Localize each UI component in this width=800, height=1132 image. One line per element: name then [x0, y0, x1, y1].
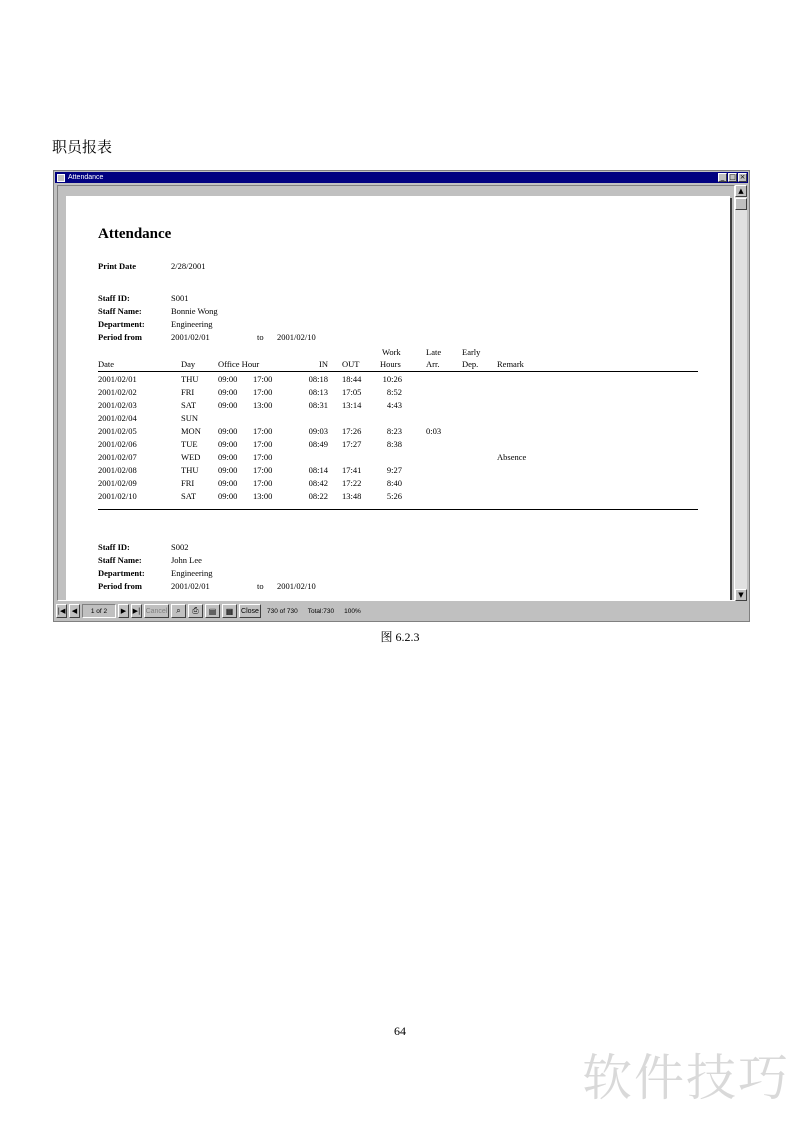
scroll-down-icon[interactable]: ▼	[735, 589, 747, 601]
cell-office-end: 13:00	[253, 491, 273, 501]
app-icon	[57, 174, 65, 182]
cell-office-end: 17:00	[253, 465, 273, 475]
cell-work-hours: 10:26	[382, 374, 402, 384]
window-title: Attendance	[68, 174, 104, 181]
col-work-hours: Hours	[380, 359, 401, 369]
cell-out: 18:44	[342, 374, 362, 384]
staff-name-value: Bonnie Wong	[171, 306, 218, 316]
cell-office-start: 09:00	[218, 387, 238, 397]
period-to-label: to	[257, 332, 264, 342]
cell-in: 08:42	[308, 478, 328, 488]
cell-office-start: 09:00	[218, 439, 238, 449]
col-work-hours: Work	[382, 347, 401, 357]
cell-date: 2001/02/02	[98, 387, 137, 397]
cell-in: 08:49	[308, 439, 328, 449]
cell-day: SAT	[181, 491, 197, 501]
toolbar	[56, 602, 747, 620]
cell-date: 2001/02/03	[98, 400, 137, 410]
export-icon[interactable]: ▤	[205, 604, 220, 618]
header-rule	[98, 371, 698, 372]
cell-date: 2001/02/01	[98, 374, 137, 384]
col-early-departure: Early	[462, 347, 481, 357]
search-icon[interactable]: ⌕	[171, 604, 186, 618]
next-page-icon[interactable]: ▶	[118, 604, 129, 618]
col-remark: Remark	[497, 359, 524, 369]
cell-office-start: 09:00	[218, 478, 238, 488]
period-from-label: Period from	[98, 581, 142, 591]
cell-office-end: 17:00	[253, 426, 273, 436]
cell-office-start: 09:00	[218, 400, 238, 410]
cell-date: 2001/02/04	[98, 413, 137, 423]
cell-in: 08:18	[308, 374, 328, 384]
staff-name-label: Staff Name:	[98, 306, 142, 316]
cell-work-hours: 8:38	[386, 439, 402, 449]
maximize-button[interactable]: □	[729, 173, 736, 181]
cell-in: 08:31	[308, 400, 328, 410]
department-label: Department:	[98, 319, 145, 329]
report-viewport	[57, 185, 735, 601]
cell-office-start: 09:00	[218, 426, 238, 436]
staff-name-label: Staff Name:	[98, 555, 142, 565]
close-button[interactable]: Close	[239, 604, 261, 618]
cell-day: SAT	[181, 400, 197, 410]
cell-date: 2001/02/08	[98, 465, 137, 475]
cell-work-hours: 9:27	[386, 465, 402, 475]
cell-date: 2001/02/06	[98, 439, 137, 449]
close-window-button[interactable]: ×	[739, 173, 746, 181]
cell-in: 08:13	[308, 387, 328, 397]
scroll-thumb[interactable]	[735, 198, 747, 210]
col-early-departure: Dep.	[462, 359, 479, 369]
col-day: Day	[181, 359, 196, 369]
page-number: 64	[394, 1024, 406, 1038]
cell-day: THU	[181, 465, 199, 475]
period-to-label: to	[257, 581, 264, 591]
staff-id-value: S002	[171, 542, 189, 552]
cell-date: 2001/02/05	[98, 426, 137, 436]
cell-office-end: 13:00	[253, 400, 273, 410]
cell-out: 17:22	[342, 478, 362, 488]
cell-late-arrival: 0:03	[426, 426, 442, 436]
cell-date: 2001/02/10	[98, 491, 137, 501]
cell-in: 09:03	[308, 426, 328, 436]
col-in: IN	[319, 359, 328, 369]
col-late-arrival: Arr.	[426, 359, 440, 369]
cell-office-start: 09:00	[218, 374, 238, 384]
first-page-icon[interactable]: |◀	[56, 604, 67, 618]
cell-out: 13:14	[342, 400, 362, 410]
print-icon[interactable]: ⎙	[188, 604, 203, 618]
cell-work-hours: 8:52	[386, 387, 402, 397]
staff-name-value: John Lee	[171, 555, 202, 565]
period-from-value: 2001/02/01	[171, 332, 210, 342]
cell-date: 2001/02/07	[98, 452, 137, 462]
group-tree-icon[interactable]: ▦	[222, 604, 237, 618]
cell-office-start: 09:00	[218, 452, 238, 462]
prev-page-icon[interactable]: ◀	[69, 604, 80, 618]
department-value: Engineering	[171, 319, 213, 329]
title-bar[interactable]	[55, 172, 748, 183]
report-viewer-window	[53, 170, 750, 622]
cell-office-end: 17:00	[253, 439, 273, 449]
cell-office-start: 09:00	[218, 465, 238, 475]
cell-day: THU	[181, 374, 199, 384]
department-value: Engineering	[171, 568, 213, 578]
record-count: 730 of 730	[267, 607, 298, 615]
staff-id-label: Staff ID:	[98, 542, 130, 552]
cell-day: FRI	[181, 387, 195, 397]
cell-work-hours: 8:40	[386, 478, 402, 488]
vertical-scrollbar[interactable]	[735, 185, 747, 601]
department-label: Department:	[98, 568, 145, 578]
cell-out: 17:05	[342, 387, 362, 397]
cell-out: 17:41	[342, 465, 362, 475]
cell-out: 13:48	[342, 491, 362, 501]
cell-work-hours: 8:23	[386, 426, 402, 436]
period-to-value: 2001/02/10	[277, 332, 316, 342]
figure-caption: 图 6.2.3	[380, 630, 420, 644]
cancel-button[interactable]: Cancel	[144, 604, 169, 618]
cell-day: WED	[181, 452, 201, 462]
print-date-value: 2/28/2001	[171, 261, 206, 271]
cell-day: TUE	[181, 439, 198, 449]
print-date-label: Print Date	[98, 261, 137, 271]
report-page	[66, 196, 730, 601]
col-office-hour: Office Hour	[218, 359, 260, 369]
cell-office-end: 17:00	[253, 478, 273, 488]
cell-office-end: 17:00	[253, 374, 273, 384]
cell-work-hours: 5:26	[386, 491, 402, 501]
section-heading: 职员报表	[52, 140, 113, 156]
cell-out: 17:26	[342, 426, 362, 436]
cell-day: FRI	[181, 478, 195, 488]
minimize-button[interactable]: _	[718, 173, 727, 182]
col-late-arrival: Late	[426, 347, 442, 357]
cell-day: SUN	[181, 413, 199, 423]
cell-date: 2001/02/09	[98, 478, 137, 488]
col-date: Date	[98, 359, 115, 369]
cell-day: MON	[181, 426, 201, 436]
cell-office-end: 17:00	[253, 452, 273, 462]
page-indicator: 1 of 2	[82, 604, 116, 618]
cell-office-start: 09:00	[218, 491, 238, 501]
last-page-icon[interactable]: ▶|	[131, 604, 142, 618]
cell-remark: Absence	[497, 452, 527, 462]
zoom-level: 100%	[344, 607, 361, 615]
col-out: OUT	[342, 359, 360, 369]
cell-work-hours: 4:43	[386, 400, 402, 410]
cell-in: 08:22	[308, 491, 328, 501]
cell-in: 08:14	[308, 465, 328, 475]
staff-id-label: Staff ID:	[98, 293, 130, 303]
total-count: Total:730	[307, 607, 335, 615]
section-rule	[98, 509, 698, 510]
period-to-value: 2001/02/10	[277, 581, 316, 591]
cell-out: 17:27	[342, 439, 362, 449]
period-from-label: Period from	[98, 332, 142, 342]
watermark: 软件技巧	[582, 1049, 790, 1107]
cell-office-end: 17:00	[253, 387, 273, 397]
period-from-value: 2001/02/01	[171, 581, 210, 591]
scroll-up-icon[interactable]: ▲	[735, 185, 747, 197]
report-title: Attendance	[98, 226, 172, 242]
staff-id-value: S001	[171, 293, 189, 303]
